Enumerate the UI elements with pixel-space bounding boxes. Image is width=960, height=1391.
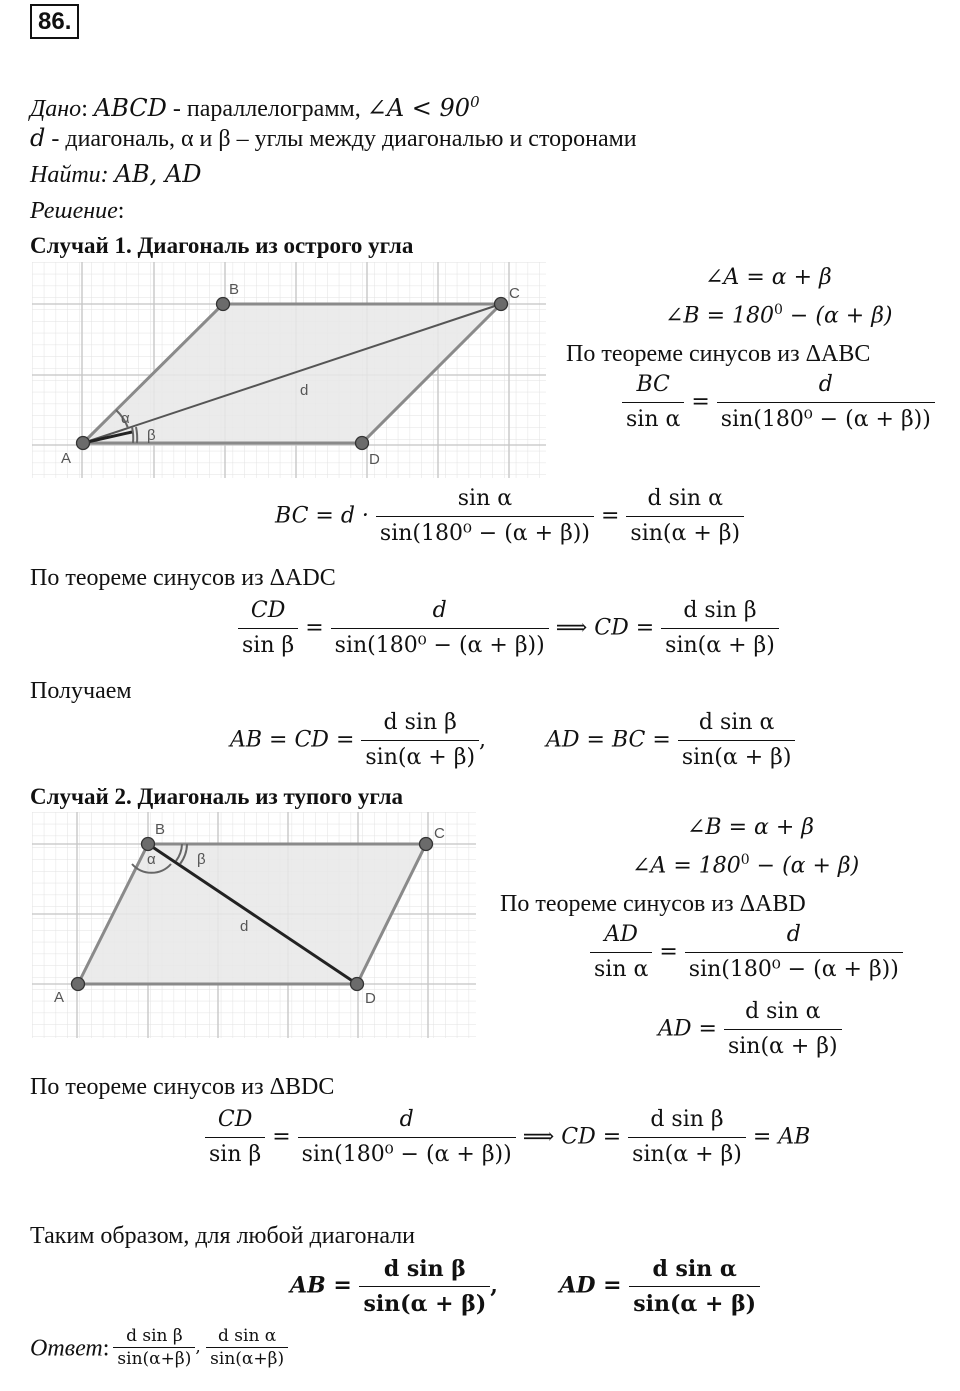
find-label: Найти: (30, 162, 109, 188)
case1-cd-eq: $\frac{CD}{\text{sin β}}$ = $\frac{d}{\text{sin(180⁰ − (α + β))}}$ ⟹ CD = $\frac{\text{d sin β}}{\sin(\alpha + \beta)}$ (238, 594, 779, 663)
fig2-label-a: A (54, 989, 65, 1006)
conclusion-result: AB = $\frac{\text{d sin β}}{\sin(\alpha + \beta)}$ , AD = $\frac{\text{d sin α}}{\sin(\alpha + \beta)}$ (290, 1252, 760, 1321)
case2-title: Случай 2. Диагональ из тупого угла (30, 784, 403, 809)
given-angle: ∠A < 90 (366, 94, 471, 122)
case1-title: Случай 1. Диагональ из острого угла (30, 233, 414, 258)
case1-theorem1: По теореме синусов из ΔABC (566, 341, 871, 367)
case1-theorem2: По теореме синусов из ΔADC (30, 565, 336, 591)
case2-ratio1: $\frac{AD}{\text{sin α}}$ = $\frac{d}{\text{sin(180⁰ − (α + β))}}$ (590, 918, 903, 987)
solution-line: Решение: (30, 198, 125, 224)
case1-eq1: ∠A = α + β (705, 265, 832, 290)
fig2-label-diag: d (240, 918, 249, 935)
given-label: Дано (30, 96, 82, 122)
case1-result-label: Получаем (30, 678, 132, 704)
given-diagonal-text: - диагональ, α и β – углы между диагональю и сторонами (45, 126, 637, 152)
fig1-label-b: B (229, 281, 240, 298)
given-diagonal-var: d (30, 124, 46, 152)
fig1-label-d: D (369, 451, 380, 468)
problem-number: 86. (30, 8, 79, 36)
case2-eq2: ∠A = $180^0 - (\alpha + \beta)$ (632, 852, 860, 879)
find-line (30, 160, 201, 189)
given-line-1: Дано: ABCD - параллелограмм, ∠A < $90^0$ (30, 93, 480, 122)
case2-theorem2: По теореме синусов из ΔBDC (30, 1074, 335, 1100)
case1-bc-eq: BC = d · $\frac{\text{sin α}}{\text{sin(180⁰ − (α + β))}}$ = $\frac{\text{d sin α}}{\sin(\alpha + \beta)}$ (275, 482, 744, 551)
fig1-label-alpha: α (121, 410, 130, 427)
conclusion-label: Таким образом, для любой диагонали (30, 1223, 416, 1249)
case2-cd-eq: $\frac{CD}{\text{sin β}}$ = $\frac{d}{\text{sin(180⁰ − (α + β))}}$ ⟹ CD = $\frac{\text{d sin β}}{\sin(\alpha + \beta)}$ = AB (205, 1103, 810, 1172)
given-figure: ABCD (93, 94, 167, 122)
fig1-label-c: C (509, 285, 520, 302)
case2-eq1: ∠B = α + β (687, 815, 815, 840)
case1-result: AB = CD = $\frac{\text{d sin β}}{\sin(\alpha + \beta)}$ , AD = BC = $\frac{\text{d sin α}}{\sin(\alpha + \beta)}$ (230, 706, 795, 775)
given-line-2 (30, 124, 637, 153)
case1-figure (32, 262, 546, 478)
fig2-label-b: B (155, 821, 166, 838)
fig1-label-diag: d (300, 382, 309, 399)
answer-line: Ответ: $\frac{\text{d sin β}}{\sin(\alpha+\beta)}$ , $\frac{\text{d sin α}}{\sin(\alpha+\beta)}$ (30, 1325, 288, 1370)
given-angle-sup: 0 (470, 93, 480, 111)
fig2-label-alpha: α (147, 851, 156, 868)
case2-theorem1: По теореме синусов из ΔABD (500, 891, 806, 917)
case2-ad-eq: AD = $\frac{\text{d sin α}}{\sin(\alpha + \beta)}$ (658, 995, 842, 1064)
answer-label: Ответ (30, 1335, 103, 1362)
fig1-label-a: A (61, 450, 72, 467)
solution-label: Решение (30, 198, 118, 224)
fig2-label-c: C (434, 825, 445, 842)
find-values: AB, AD (114, 160, 202, 188)
case2-figure (32, 812, 476, 1038)
case1-eq2: ∠B = $180^0 - (\alpha + \beta)$ (665, 302, 893, 329)
fig2-label-beta: β (197, 851, 206, 868)
case1-ratio1: $\frac{BC}{\text{sin α}}$ = $\frac{d}{\text{sin(180⁰ − (α + β))}}$ (622, 368, 935, 437)
fig2-label-d: D (365, 990, 376, 1007)
given-text: - параллелограмм, (166, 96, 367, 122)
fig1-label-beta: β (147, 427, 156, 444)
